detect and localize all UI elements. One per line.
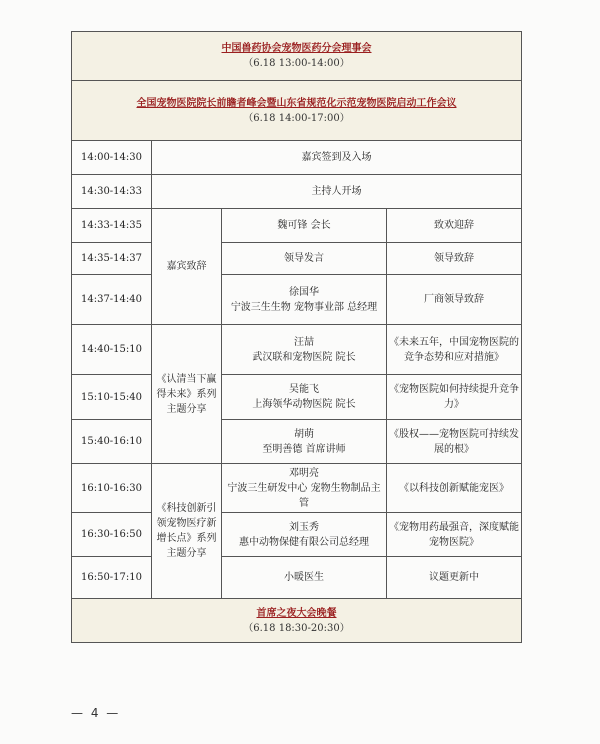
topic-cell: 领导致辞 — [387, 243, 522, 275]
topic-cell: 致欢迎辞 — [387, 209, 522, 243]
agenda-row — [72, 141, 522, 175]
agenda-row — [72, 175, 522, 209]
agenda-row — [72, 275, 522, 325]
speaker-org: 宁波三生研发中心 宠物生物制品主管 — [227, 482, 381, 509]
speaker-org: 至明善德 首席讲师 — [262, 443, 346, 455]
page-number: — 4 — — [71, 706, 121, 720]
speaker-cell: 小暖医生 — [222, 557, 387, 599]
speaker-name: 吴能飞 — [289, 384, 319, 395]
speaker-name: 刘玉秀 — [289, 521, 319, 533]
agenda-row — [72, 420, 522, 464]
content-cell: 嘉宾签到及入场 — [152, 141, 522, 175]
speaker-org: 武汉联和宠物医院 院长 — [252, 351, 356, 363]
speaker-name: 胡萌 — [294, 428, 314, 440]
speaker-cell — [222, 325, 387, 375]
time-cell: 16:10-16:30 — [72, 464, 152, 513]
agenda-row — [72, 325, 522, 375]
topic-cell: 议题更新中 — [387, 557, 522, 599]
session-header-dinner — [72, 599, 522, 643]
session-title: 中国兽药协会宠物医药分会理事会 — [221, 43, 372, 54]
agenda-row — [72, 513, 522, 557]
session-title: 首席之夜大会晚餐 — [256, 607, 337, 619]
content-cell: 主持人开场 — [152, 175, 522, 209]
speaker-cell — [222, 464, 387, 513]
group-cell: 《认清当下赢得未来》系列主题分享 — [152, 325, 222, 464]
speaker-name: 徐国华 — [289, 286, 319, 298]
speaker-cell — [222, 375, 387, 420]
topic-cell: 《股权——宠物医院可持续发展的根》 — [387, 420, 522, 464]
speaker-name: 邓明亮 — [289, 467, 319, 479]
session-header-summit — [72, 81, 522, 141]
topic-cell: 《宠物用药最强音，深度赋能宠物医院》 — [387, 513, 522, 557]
speaker-cell — [222, 420, 387, 464]
agenda-row — [72, 243, 522, 275]
speaker-name: 汪喆 — [294, 336, 314, 348]
topic-cell: 《以科技创新赋能宠医》 — [387, 464, 522, 513]
speaker-org: 惠中动物保健有限公司总经理 — [239, 536, 369, 548]
speaker-org: 上海领华动物医院 院长 — [252, 399, 356, 410]
time-cell: 14:35-14:37 — [72, 243, 152, 275]
time-cell: 14:40-15:10 — [72, 325, 152, 375]
schedule-table — [71, 31, 522, 643]
time-cell: 14:30-14:33 — [72, 175, 152, 209]
session-time: （6.18 18:30-20:30） — [243, 622, 350, 634]
group-cell: 《科技创新引领宠物医疗新增长点》系列主题分享 — [152, 464, 222, 599]
speaker-cell — [222, 275, 387, 325]
speaker-cell: 魏可锋 会长 — [222, 209, 387, 243]
time-cell: 16:50-17:10 — [72, 557, 152, 599]
time-cell: 14:00-14:30 — [72, 141, 152, 175]
speaker-cell: 领导发言 — [222, 243, 387, 275]
time-cell: 15:40-16:10 — [72, 420, 152, 464]
speaker-cell — [222, 513, 387, 557]
agenda-row — [72, 375, 522, 420]
session-time: （6.18 13:00-14:00） — [243, 58, 350, 69]
agenda-row — [72, 464, 522, 513]
topic-cell: 《未来五年，中国宠物医院的竞争态势和应对措施》 — [387, 325, 522, 375]
time-cell: 14:33-14:35 — [72, 209, 152, 243]
time-cell: 15:10-15:40 — [72, 375, 152, 420]
topic-cell: 《宠物医院如何持续提升竞争力》 — [387, 375, 522, 420]
time-cell: 16:30-16:50 — [72, 513, 152, 557]
session-time: （6.18 14:00-17:00） — [243, 112, 350, 124]
time-cell: 14:37-14:40 — [72, 275, 152, 325]
agenda-row — [72, 209, 522, 243]
session-title: 全国宠物医院院长前瞻者峰会暨山东省规范化示范宠物医院启动工作会议 — [136, 97, 457, 109]
session-header-council — [72, 32, 522, 81]
speaker-org: 宁波三生生物 宠物事业部 总经理 — [230, 301, 378, 313]
group-cell: 嘉宾致辞 — [152, 209, 222, 325]
topic-cell: 厂商领导致辞 — [387, 275, 522, 325]
agenda-row — [72, 557, 522, 599]
